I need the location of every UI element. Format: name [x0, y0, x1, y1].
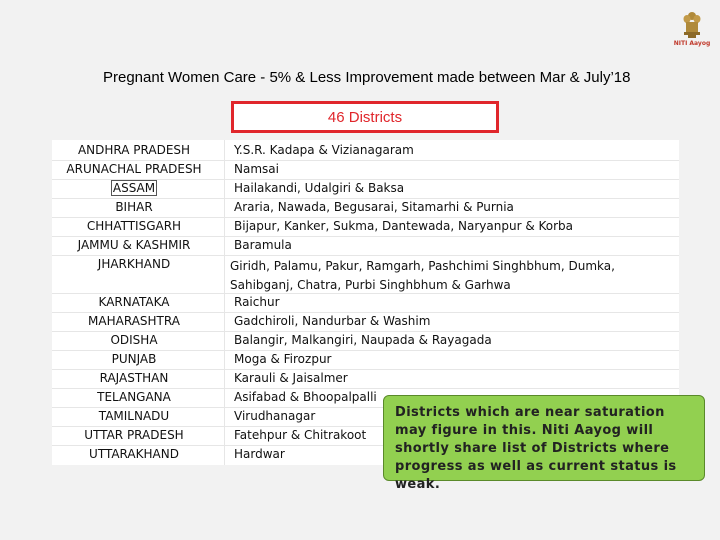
district-list: Moga & Firozpur — [234, 352, 332, 366]
state-label: UTTAR PRADESH — [84, 428, 184, 442]
row-divider — [52, 312, 679, 313]
state-label: RAJASTHAN — [99, 371, 169, 385]
state-name — [52, 314, 216, 328]
row-divider — [52, 293, 679, 294]
note-callout: Districts which are near saturation may figure in this. Niti Aayog will shortly share list of Districts where progress as well as current status is weak. — [383, 395, 705, 481]
state-label: ASSAM — [112, 181, 156, 195]
row-divider — [52, 236, 679, 237]
district-list: Virudhanagar — [234, 409, 316, 423]
district-list: Fatehpur & Chitrakoot — [234, 428, 367, 442]
state-name — [52, 295, 216, 309]
district-list: Raichur — [234, 295, 280, 309]
page-title: Pregnant Women Care - 5% & Less Improvement made between Mar & July’18 — [103, 69, 631, 86]
state-name — [52, 162, 216, 176]
state-label: TAMILNADU — [98, 409, 170, 423]
row-divider — [52, 369, 679, 370]
state-name — [52, 447, 216, 461]
district-list: Giridh, Palamu, Pakur, Ramgarh, Pashchimi Singhbhum, Dumka, Sahibganj, Chatra, Purbi Singhbhum & Garhwa — [230, 259, 615, 292]
district-list: Namsai — [234, 162, 279, 176]
district-list: Araria, Nawada, Begusarai, Sitamarhi & Purnia — [234, 200, 514, 214]
row-divider — [52, 331, 679, 332]
district-list: Gadchiroli, Nandurbar & Washim — [234, 314, 431, 328]
district-list: Hailakandi, Udalgiri & Baksa — [234, 181, 405, 195]
district-list: Hardwar — [234, 447, 285, 461]
state-name — [52, 352, 216, 366]
state-name — [52, 333, 216, 347]
state-label: ANDHRA PRADESH — [77, 143, 191, 157]
state-name — [52, 181, 216, 195]
state-label: PUNJAB — [111, 352, 157, 366]
state-name — [52, 371, 216, 385]
state-name — [52, 257, 216, 271]
state-label: TELANGANA — [97, 390, 171, 404]
state-label: JAMMU & KASHMIR — [77, 238, 191, 252]
row-divider — [52, 255, 679, 256]
district-list: Balangir, Malkangiri, Naupada & Rayagada — [234, 333, 492, 347]
state-label: UTTARAKHAND — [89, 447, 179, 461]
state-label: KARNATAKA — [98, 295, 170, 309]
state-label: JHARKHAND — [97, 257, 171, 271]
state-name — [52, 143, 216, 157]
state-name — [52, 200, 216, 214]
row-divider — [52, 350, 679, 351]
state-label: MAHARASHTRA — [88, 314, 180, 328]
row-divider — [52, 198, 679, 199]
row-divider — [52, 388, 679, 389]
state-label: CHHATTISGARH — [86, 219, 182, 233]
row-divider — [52, 217, 679, 218]
district-list: Baramula — [234, 238, 292, 252]
national-emblem-icon — [681, 10, 703, 40]
district-list: Y.S.R. Kadapa & Vizianagaram — [234, 143, 414, 157]
state-name — [52, 219, 216, 233]
state-label: ODISHA — [110, 333, 158, 347]
state-name — [52, 409, 216, 423]
row-divider — [52, 160, 679, 161]
district-list: Asifabad & Bhoopalpalli — [234, 390, 377, 404]
state-name — [52, 390, 216, 404]
state-label: ARUNACHAL PRADESH — [66, 162, 202, 176]
column-divider — [224, 140, 225, 465]
logo-text: NITI Aayog — [673, 40, 711, 47]
district-list: Bijapur, Kanker, Sukma, Dantewada, Naryanpur & Korba — [234, 219, 574, 233]
district-count-label: 46 Districts — [327, 108, 403, 126]
state-name — [52, 238, 216, 252]
state-label: BIHAR — [115, 200, 153, 214]
district-count-box — [231, 101, 499, 133]
niti-aayog-logo — [672, 10, 712, 56]
state-name — [52, 428, 216, 442]
district-list: Karauli & Jaisalmer — [234, 371, 348, 385]
